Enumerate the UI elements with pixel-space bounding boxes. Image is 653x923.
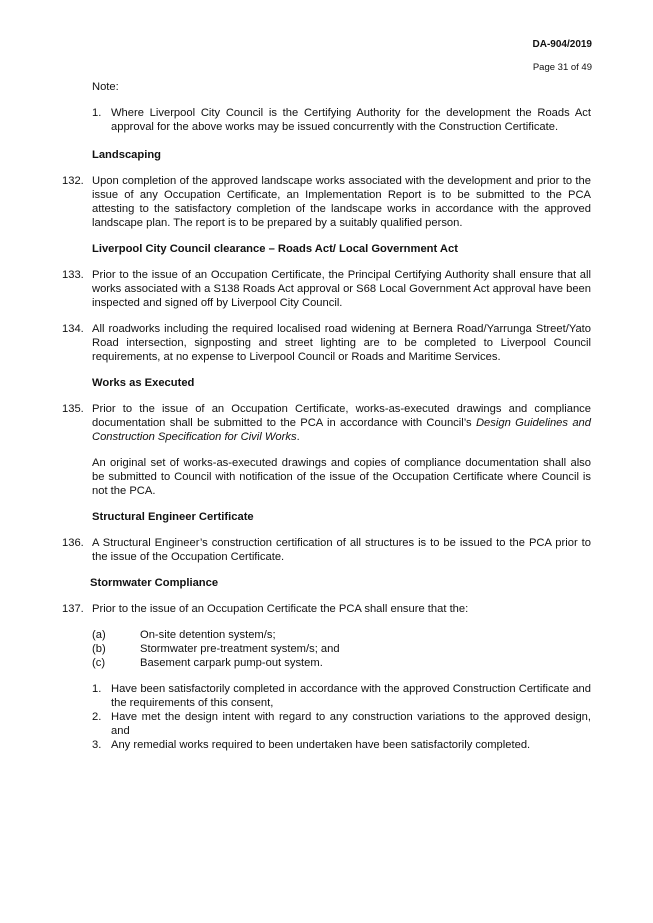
heading-council-clearance: Liverpool City Council clearance – Roads Act/ Local Government Act — [92, 243, 458, 255]
note-item — [92, 106, 591, 134]
list-item — [92, 656, 591, 670]
heading-landscaping: Landscaping — [92, 149, 161, 161]
note-list — [92, 106, 591, 134]
list-item-label: (a) — [92, 629, 106, 641]
condition-text: A Structural Engineer’s construction certification of all structures is to be issued to the PCA prior to the issue of the Occupation Certificate. — [92, 537, 591, 563]
list-item-text: Have met the design intent with regard to any construction variations to the approved design, and — [111, 711, 591, 737]
list-item-text: Have been satisfactorily completed in accordance with the approved Construction Certificate and the requirements of this consent, — [111, 683, 591, 709]
condition-text: All roadworks including the required localised road widening at Bernera Road/Yarrunga Street/Yato Road intersection, signposting and street lighting are to be completed to Liverpool Council requirements, at no expense to Liverpool Council or Roads and Maritime Services. — [92, 323, 591, 363]
condition-body — [92, 402, 591, 498]
list-item-label: 3. — [92, 739, 102, 751]
condition-number: 133. — [62, 269, 84, 281]
list-item-label: (b) — [92, 643, 106, 655]
condition-135 — [62, 402, 591, 498]
list-item-text: On-site detention system/s; — [140, 629, 276, 641]
condition-text: Upon completion of the approved landscape works associated with the development and prior to the issue of any Occupation Certificate, an Implementation Report is to be submitted to the PCA attesting to the satisfactory completion of the landscape works in accordance with the approved landscape plan. The report is to be prepared by a suitably qualified person. — [92, 175, 591, 229]
condition-number: 135. — [62, 403, 84, 415]
heading-structural-engineer: Structural Engineer Certificate — [92, 511, 254, 523]
page-number: Page 31 of 49 — [532, 62, 592, 73]
heading-works-as-executed: Works as Executed — [92, 377, 195, 389]
condition-text: Prior to the issue of an Occupation Certificate the PCA shall ensure that the: — [92, 603, 469, 615]
condition-number: 136. — [62, 537, 84, 549]
condition-132 — [62, 174, 591, 230]
list-item-text: Basement carpark pump-out system. — [140, 657, 323, 669]
numbered-list — [92, 682, 591, 752]
list-item-label: 2. — [92, 711, 102, 723]
list-item-text: Any remedial works required to been undertaken have been satisfactorily completed. — [111, 739, 531, 751]
list-item — [92, 738, 591, 752]
condition-paragraph-2: An original set of works-as-executed drawings and copies of compliance documentation shall also be submitted to Council with notification of the issue of the Occupation Certificate where Council is not the PCA. — [92, 457, 591, 497]
alpha-list — [92, 628, 591, 670]
list-item — [92, 710, 591, 738]
note-item-number: 1. — [92, 107, 102, 119]
condition-133 — [62, 268, 591, 310]
list-item — [92, 682, 591, 710]
condition-text-end: . — [296, 431, 300, 443]
condition-134 — [62, 322, 591, 364]
condition-number: 137. — [62, 603, 84, 615]
condition-text — [92, 402, 591, 444]
condition-text: Prior to the issue of an Occupation Certificate, the Principal Certifying Authority shall ensure that all works associated with a S138 Roads Act approval or S68 Local Government Act approval have been inspected and signed off by Liverpool City Council. — [92, 269, 591, 309]
condition-number: 134. — [62, 323, 84, 335]
list-item-text: Stormwater pre-treatment system/s; and — [140, 643, 340, 655]
document-body — [62, 80, 591, 752]
heading-stormwater: Stormwater Compliance — [90, 577, 219, 589]
condition-text-start: Prior to the issue of an Occupation Certificate, works-as-executed drawings and compliance documentation shall be submitted to the PCA in accordance with Council’s — [92, 403, 591, 429]
list-item — [92, 642, 591, 656]
condition-137 — [62, 602, 591, 616]
list-item-label: (c) — [92, 657, 106, 669]
condition-text-italic: Design Guidelines and Construction Specification for Civil Works — [92, 417, 591, 443]
note-item-text: Where Liverpool City Council is the Certifying Authority for the development the Roads Act approval for the above works may be issued concurrently with the Construction Certificate. — [111, 107, 591, 133]
list-item — [92, 628, 591, 642]
document-reference: DA-904/2019 — [532, 39, 592, 50]
list-item-label: 1. — [92, 683, 102, 695]
note-label: Note: — [92, 81, 119, 93]
condition-136 — [62, 536, 591, 564]
condition-number: 132. — [62, 175, 84, 187]
